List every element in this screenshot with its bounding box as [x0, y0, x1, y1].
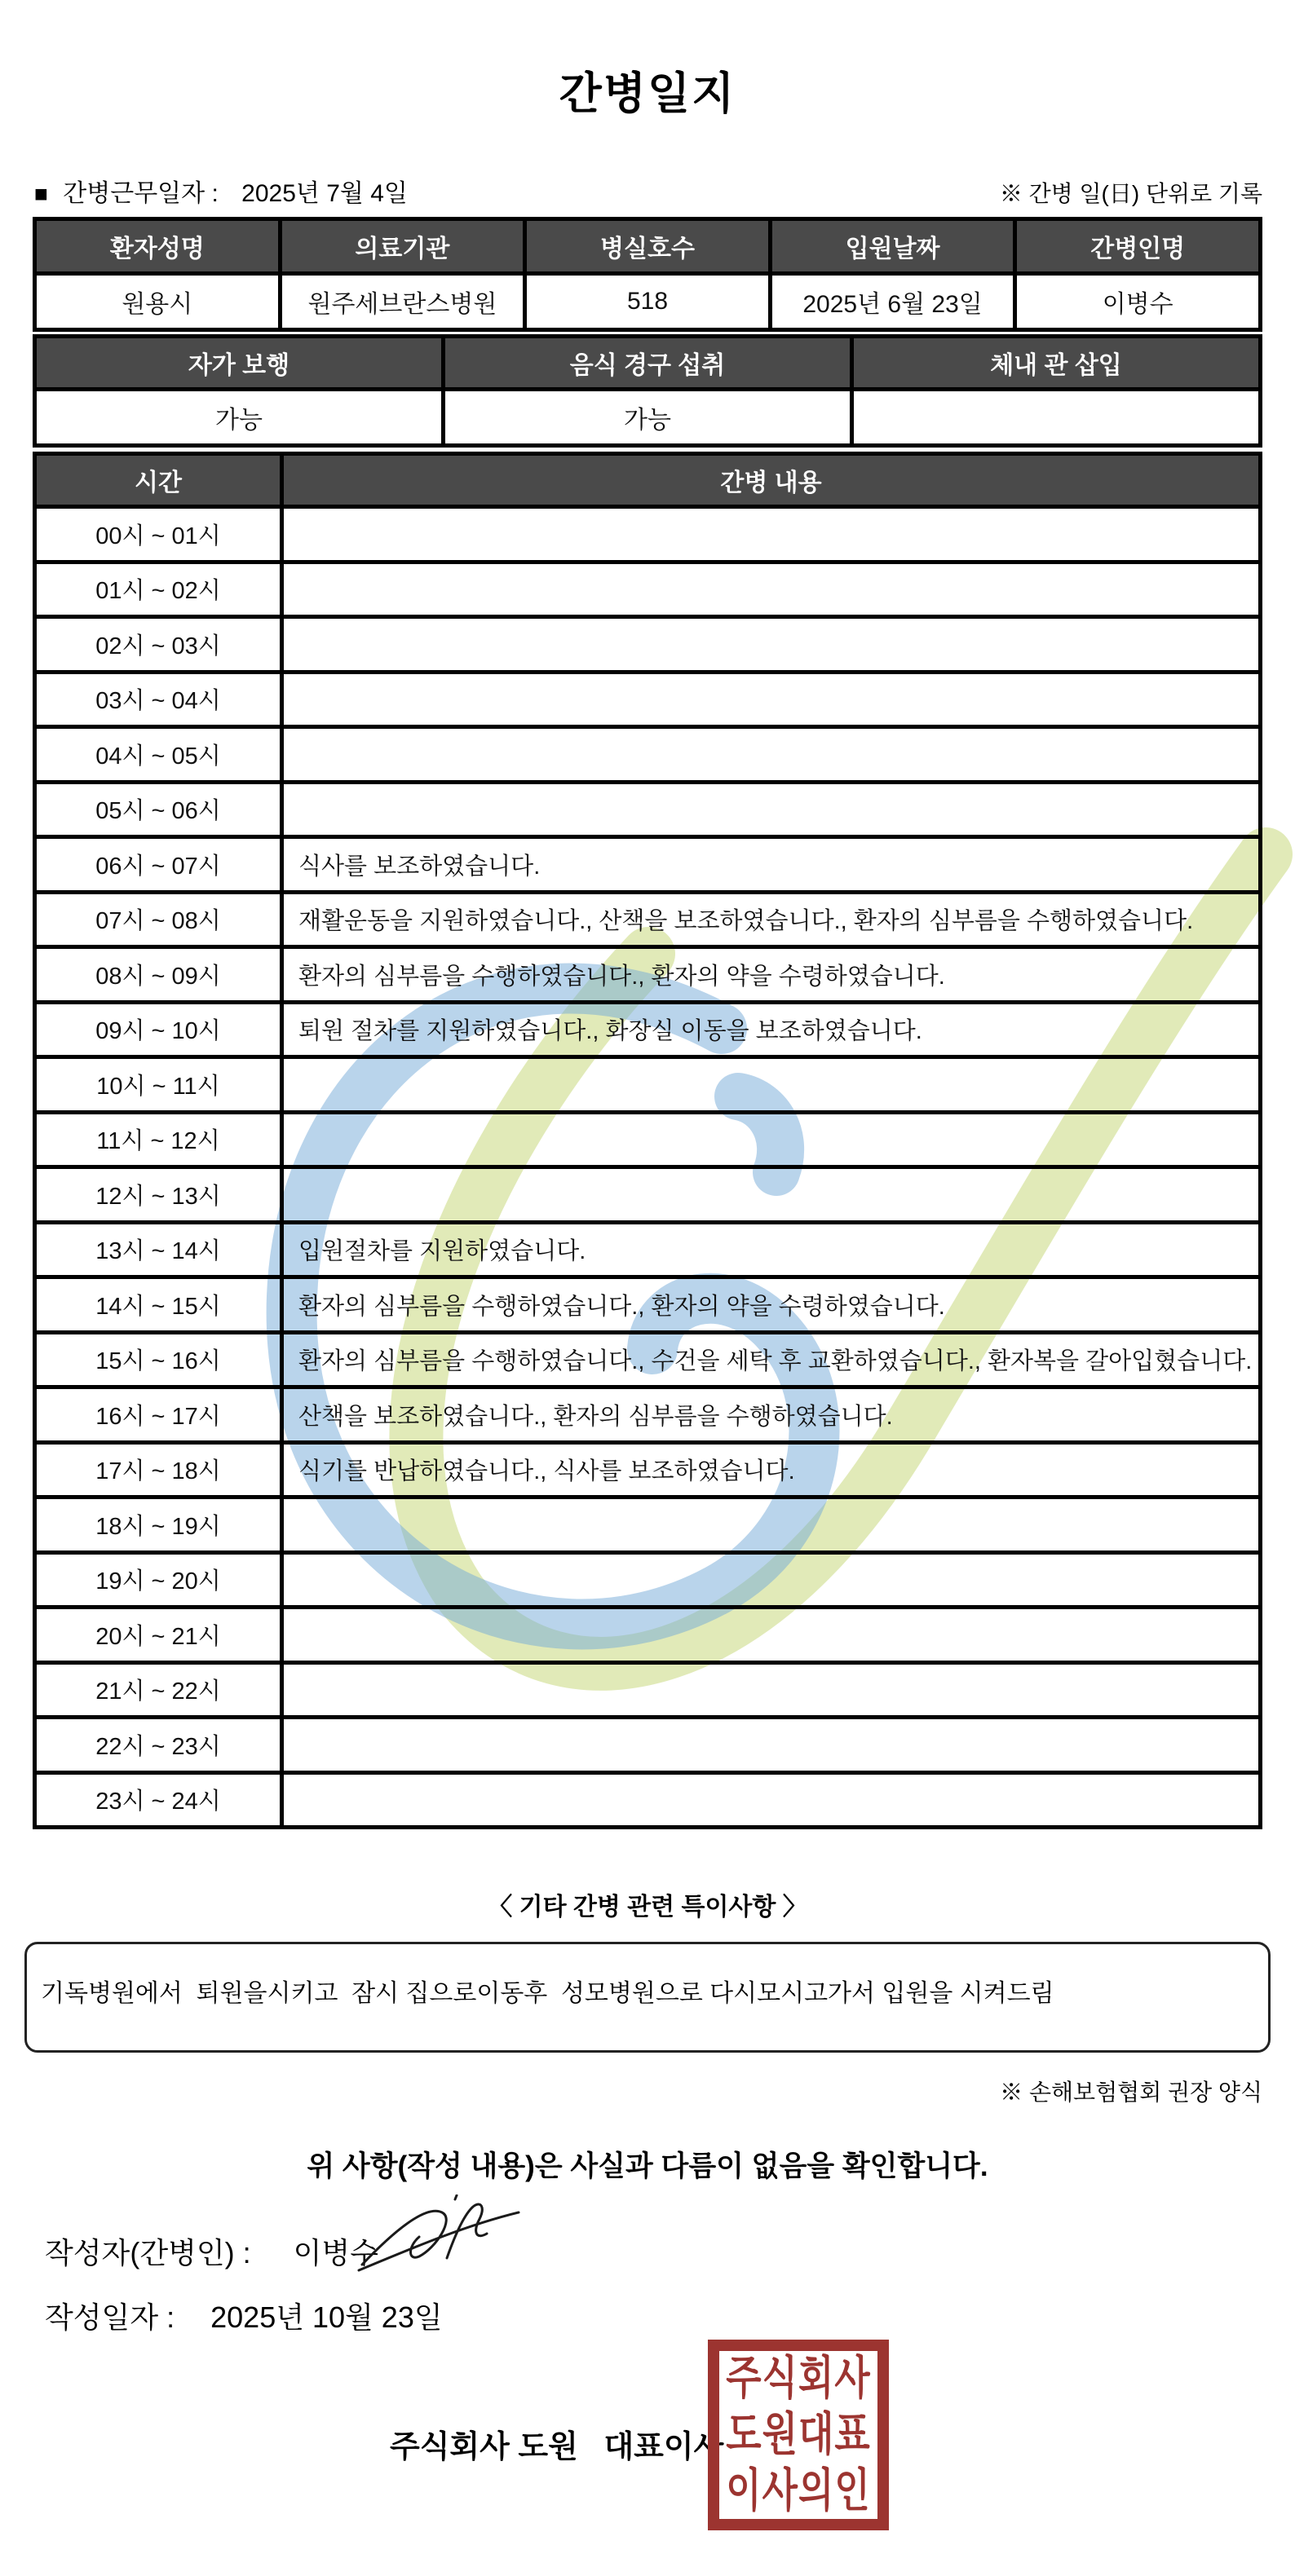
content-cell: [282, 1057, 1261, 1113]
table-row: [35, 727, 1261, 783]
written-date-label: 작성일자 :: [45, 2300, 175, 2334]
written-date-line: [45, 2295, 443, 2336]
content-cell: 환자의 심부름을 수행하였습니다., 환자의 약을 수령하였습니다.: [282, 1277, 1261, 1333]
content-cell: [282, 562, 1261, 617]
corporate-seal-stamp: [708, 2340, 889, 2530]
content-cell: 환자의 심부름을 수행하였습니다., 수건을 세탁 후 교환하였습니다., 환자복을 갈아입혔습니다.: [282, 1332, 1261, 1387]
table-row: [35, 892, 1261, 947]
content-cell: [282, 727, 1261, 783]
value-self-walking: 가능: [35, 390, 444, 446]
value-caregiver-name: 이병수: [1015, 274, 1261, 330]
time-cell: 13시 ~ 14시: [35, 1222, 282, 1277]
value-oral-intake: 가능: [444, 390, 852, 446]
time-cell: 21시 ~ 22시: [35, 1662, 282, 1718]
value-tube-insertion: [852, 390, 1261, 446]
content-cell: [282, 507, 1261, 562]
time-cell: 18시 ~ 19시: [35, 1498, 282, 1553]
content-cell: 식사를 보조하였습니다.: [282, 837, 1261, 893]
content-cell: 식기를 반납하였습니다., 식사를 보조하였습니다.: [282, 1442, 1261, 1498]
patient-header-row: [35, 219, 1261, 274]
header-caregiver-name: 간병인명: [1015, 219, 1261, 274]
table-row: [35, 617, 1261, 673]
patient-status-table: [33, 334, 1262, 448]
value-admission-date: 2025년 6월 23일: [770, 274, 1015, 330]
content-cell: 입원절차를 지원하였습니다.: [282, 1222, 1261, 1277]
special-notes-content: 기독병원에서 퇴원을시키고 잠시 집으로이동후 성모병원으로 다시모시고가서 입원을 시켜드림: [41, 1980, 1054, 2007]
stamp-line: 도원대표: [726, 2408, 871, 2460]
table-row: [35, 1002, 1261, 1057]
time-cell: 00시 ~ 01시: [35, 507, 282, 562]
content-cell: [282, 1662, 1261, 1718]
content-cell: [282, 1167, 1261, 1223]
time-cell: 23시 ~ 24시: [35, 1772, 282, 1828]
table-row: [35, 672, 1261, 727]
table-row: [35, 507, 1261, 562]
time-cell: 06시 ~ 07시: [35, 837, 282, 893]
work-date-value: 2025년 7월 4일: [241, 180, 408, 207]
work-date-label: 간병근무일자 :: [63, 180, 219, 207]
value-room-number: 518: [525, 274, 771, 330]
table-row: [35, 1387, 1261, 1443]
company-ceo-line: 주식회사 도원 대표이사: [390, 2430, 724, 2464]
table-row: [35, 562, 1261, 617]
value-medical-institution: 원주세브란스병원: [280, 274, 525, 330]
header-care-content: 간병 내용: [282, 454, 1261, 507]
table-row: [35, 1057, 1261, 1113]
time-cell: 09시 ~ 10시: [35, 1002, 282, 1057]
table-row: [35, 1718, 1261, 1773]
time-cell: 14시 ~ 15시: [35, 1277, 282, 1333]
table-row: [35, 1167, 1261, 1223]
care-header-row: [35, 454, 1261, 507]
content-cell: [282, 1112, 1261, 1167]
header-patient-name: 환자성명: [35, 219, 281, 274]
table-row: [35, 1222, 1261, 1277]
value-patient-name: 원용시: [35, 274, 281, 330]
time-cell: 07시 ~ 08시: [35, 892, 282, 947]
time-cell: 16시 ~ 17시: [35, 1387, 282, 1443]
time-cell: 03시 ~ 04시: [35, 672, 282, 727]
content-cell: 재활운동을 지원하였습니다., 산책을 보조하였습니다., 환자의 심부름을 수행하였습니다.: [282, 892, 1261, 947]
time-cell: 19시 ~ 20시: [35, 1552, 282, 1608]
content-cell: 환자의 심부름을 수행하였습니다., 환자의 약을 수령하였습니다.: [282, 947, 1261, 1003]
table-row: [35, 947, 1261, 1003]
table-row: [35, 782, 1261, 837]
stamp-line: 이사의인: [726, 2464, 871, 2516]
header-time: 시간: [35, 454, 282, 507]
content-cell: [282, 782, 1261, 837]
header-tube-insertion: 체내 관 삽입: [852, 337, 1261, 390]
content-cell: [282, 1552, 1261, 1608]
header-admission-date: 입원날짜: [770, 219, 1015, 274]
time-cell: 11시 ~ 12시: [35, 1112, 282, 1167]
status-value-row: [35, 390, 1261, 446]
table-row: [35, 1442, 1261, 1498]
table-row: [35, 1277, 1261, 1333]
patient-info-table: [33, 217, 1262, 332]
work-date-line: [34, 173, 408, 209]
table-row: [35, 1608, 1261, 1663]
patient-value-row: [35, 274, 1261, 330]
content-cell: [282, 1608, 1261, 1663]
table-row: [35, 1332, 1261, 1387]
time-cell: 17시 ~ 18시: [35, 1442, 282, 1498]
status-header-row: [35, 337, 1261, 390]
table-row: [35, 1498, 1261, 1553]
table-row: [35, 1552, 1261, 1608]
time-cell: 02시 ~ 03시: [35, 617, 282, 673]
content-cell: [282, 617, 1261, 673]
time-cell: 05시 ~ 06시: [35, 782, 282, 837]
table-row: [35, 1772, 1261, 1828]
recommended-form-note: ※ 손해보험협회 권장 양식: [1000, 2080, 1262, 2105]
writer-line: [45, 2230, 378, 2272]
hourly-care-table: [33, 452, 1262, 1829]
content-cell: [282, 1498, 1261, 1553]
square-bullet-icon: ■: [34, 181, 48, 206]
caregiver-signature: [351, 2194, 526, 2284]
time-cell: 04시 ~ 05시: [35, 727, 282, 783]
content-cell: [282, 1718, 1261, 1773]
time-cell: 15시 ~ 16시: [35, 1332, 282, 1387]
table-row: [35, 1112, 1261, 1167]
header-room-number: 병실호수: [525, 219, 771, 274]
time-cell: 01시 ~ 02시: [35, 562, 282, 617]
table-row: [35, 1662, 1261, 1718]
header-oral-intake: 음식 경구 섭취: [444, 337, 852, 390]
confirmation-statement: 위 사항(작성 내용)은 사실과 다름이 없음을 확인합니다.: [307, 2150, 988, 2182]
writer-label: 작성자(간병인) :: [45, 2236, 251, 2269]
content-cell: [282, 1772, 1261, 1828]
time-cell: 22시 ~ 23시: [35, 1718, 282, 1773]
written-date-value: 2025년 10월 23일: [210, 2300, 443, 2334]
header-self-walking: 자가 보행: [35, 337, 444, 390]
table-row: [35, 837, 1261, 893]
content-cell: 산책을 보조하였습니다., 환자의 심부름을 수행하였습니다.: [282, 1387, 1261, 1443]
content-cell: 퇴원 절차를 지원하였습니다., 화장실 이동을 보조하였습니다.: [282, 1002, 1261, 1057]
header-medical-institution: 의료기관: [280, 219, 525, 274]
special-notes-heading: 〈 기타 간병 관련 특이사항 〉: [488, 1894, 807, 1921]
writer-name: 이병수: [293, 2236, 378, 2269]
page-title: 간병일지: [559, 69, 736, 118]
content-cell: [282, 672, 1261, 727]
unit-note: ※ 간병 일(日) 단위로 기록: [999, 181, 1262, 206]
time-cell: 10시 ~ 11시: [35, 1057, 282, 1113]
time-cell: 12시 ~ 13시: [35, 1167, 282, 1223]
time-cell: 08시 ~ 09시: [35, 947, 282, 1003]
time-cell: 20시 ~ 21시: [35, 1608, 282, 1663]
stamp-line: 주식회사: [726, 2353, 871, 2405]
